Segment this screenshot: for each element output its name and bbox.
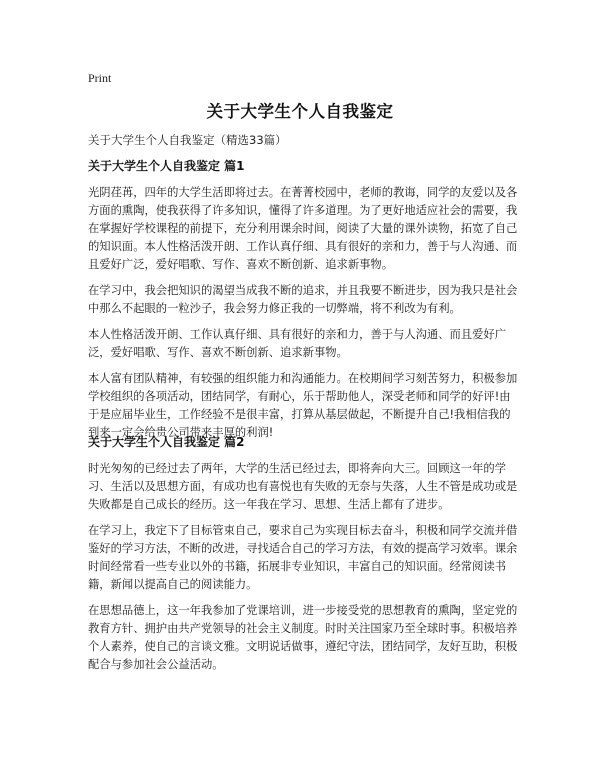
section-heading: 关于大学生个人自我鉴定 篇1 <box>88 159 245 173</box>
section-1 <box>88 157 518 442</box>
section-2 <box>88 433 518 674</box>
print-link[interactable]: Print <box>88 71 112 85</box>
paragraph: 在学习上，我定下了目标管束自己，要求自己为实现目标去奋斗，积极和同学交流并借鉴好的学习方法，不断的改进，寻找适合自己的学习方法，有效的提高学习效率。课余时间经常看一些专业以外的书籍，拓展非专业知识，丰富自己的知识面。经常阅读书籍，新闻以提高自己的阅读能力。 <box>88 524 518 591</box>
paragraph: 在思想品德上，这一年我参加了党课培训，进一步接受党的思想教育的熏陶，坚定党的教育方针、拥护由共产党领导的社会主义制度。时时关注国家乃至全球时事。积极培养个人素养，使自己的言谈文雅。文明说话做事，遵纪守法，团结同学，友好互助，积极配合与参加社会公益活动。 <box>88 604 518 671</box>
section-heading: 关于大学生个人自我鉴定 篇2 <box>88 435 245 449</box>
page-title: 关于大学生个人自我鉴定 <box>206 102 394 121</box>
paragraph: 光阴荏苒，四年的大学生活即将过去。在菁菁校园中，老师的教诲，同学的友爱以及各方面的熏陶，使我获得了许多知识，懂得了许多道理。为了更好地适应社会的需要，我在掌握好学校课程的前提下，充分利用课余时间，阅读了大量的课外读物，拓宽了自己的知识面。本人性格活泼开朗、工作认真仔细、具有很好的亲和力，善于与人沟通、而且爱好广泛，爱好唱歌、写作、喜欢不断创新、追求新事物。 <box>88 186 518 271</box>
page-subtitle: 关于大学生个人自我鉴定（精选33篇） <box>88 133 287 147</box>
paragraph: 在学习中，我会把知识的渴望当成我不断的追求，并且我要不断进步，因为我只是社会中那么不起眼的一粒沙子，我会努力修正我的一切弊端，将不利改为有利。 <box>88 284 518 315</box>
paragraph: 本人性格活泼开朗、工作认真仔细、具有很好的亲和力，善于与人沟通、而且爱好广泛，爱好唱歌、写作、喜欢不断创新、追求新事物。 <box>88 328 506 359</box>
paragraph: 时光匆匆的已经过去了两年，大学的生活已经过去，即将奔向大三。回顾这一年的学习、生活以及思想方面，有成功也有喜悦也有失败的无奈与失落，人生不管是成功或是失败都是自己成长的经历。这一年我在学习、思想、生活上都有了进步。 <box>88 462 518 511</box>
paragraph: 本人富有团队精神，有较强的组织能力和沟通能力。在校期间学习刻苦努力，积极参加学校组织的各项活动，团结同学，有耐心，乐于帮助他人，深受老师和同学的好评!由于是应届毕业生，工作经验不是很丰富，打算从基层做起，不断提升自己!我相信我的到来一定会给贵公司带来丰厚的利润! <box>88 372 518 439</box>
